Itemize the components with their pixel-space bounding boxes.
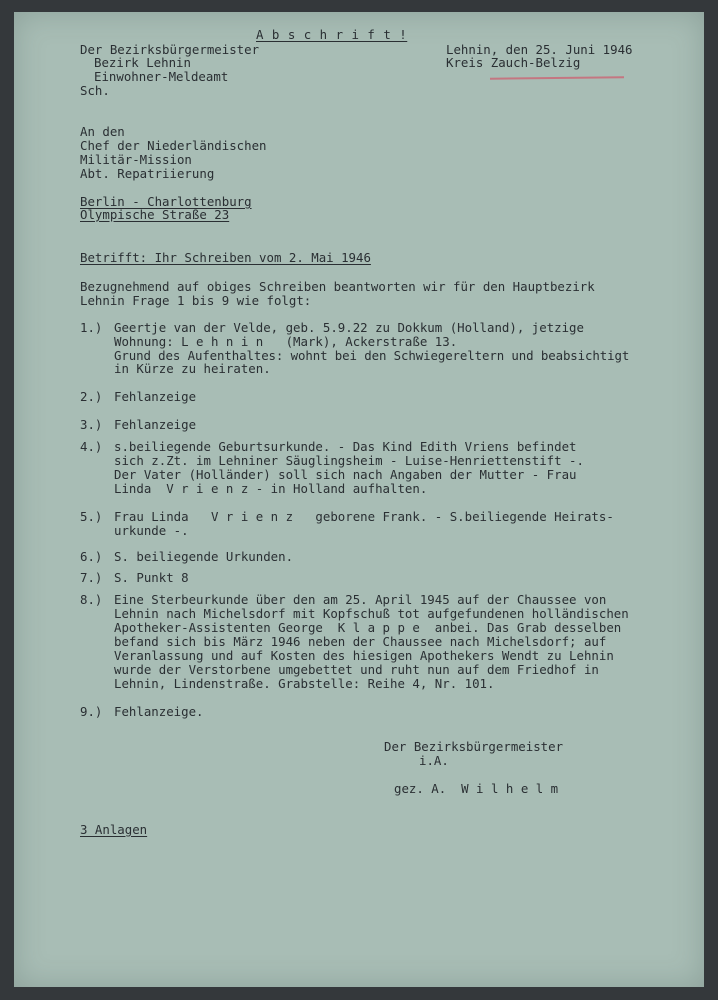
- item-1-line-3: Grund des Aufenthaltes: wohnt bei den Schwiegereltern und beabsichtigt: [114, 348, 630, 363]
- place-date: Lehnin, den 25. Juni 1946: [446, 42, 633, 57]
- recipient-line-3: Militär-Mission: [80, 152, 192, 167]
- item-4-line-1: s.beiliegende Geburtsurkunde. - Das Kind Edith Vriens befindet: [114, 439, 577, 454]
- item-8-line-2: Lehnin nach Michelsdorf mit Kopfschuß tot aufgefundenen holländischen: [114, 606, 629, 621]
- item-9-line-1: Fehlanzeige.: [114, 704, 204, 719]
- item-1-line-1: Geertje van der Velde, geb. 5.9.22 zu Dokkum (Holland), jetzige: [114, 320, 584, 335]
- intro-line-1: Bezugnehmend auf obiges Schreiben beantworten wir für den Hauptbezirk: [80, 279, 595, 294]
- recipient-line-4: Abt. Repatriierung: [80, 166, 215, 181]
- sender-line-2: Bezirk Lehnin: [94, 55, 191, 70]
- recipient-line-1: An den: [80, 124, 125, 139]
- item-5-line-2: urkunde -.: [114, 523, 189, 538]
- signature-name: gez. A. W i l h e l m: [394, 781, 559, 796]
- item-8-line-5: Veranlassung und auf Kosten des hiesigen Apothekers Wendt zu Lehnin: [114, 648, 614, 663]
- sender-line-3: Einwohner-Meldeamt: [94, 69, 229, 84]
- item-1-line-2: Wohnung: L e h n i n (Mark), Ackerstraße 13.: [114, 334, 458, 349]
- copy-mark: A b s c h r i f t !: [256, 27, 408, 42]
- item-3-line-1: Fehlanzeige: [114, 417, 197, 432]
- subject-line: Betrifft: Ihr Schreiben vom 2. Mai 1946: [80, 250, 371, 265]
- sender-line-4: Sch.: [80, 83, 110, 98]
- item-1-line-4: in Kürze zu heiraten.: [114, 361, 271, 376]
- address-street: Olympische Straße 23: [80, 207, 230, 222]
- recipient-line-2: Chef der Niederländischen: [80, 138, 267, 153]
- item-number: 2.): [80, 389, 103, 404]
- item-8-line-7: Lehnin, Lindenstraße. Grabstelle: Reihe 4, Nr. 101.: [114, 676, 495, 691]
- item-number: 9.): [80, 704, 103, 719]
- item-5-line-1: Frau Linda V r i e n z geborene Frank. - S.beiliegende Heirats-: [114, 509, 614, 524]
- district: Kreis Zauch-Belzig: [446, 55, 581, 70]
- signature-title: Der Bezirksbürgermeister: [384, 739, 564, 754]
- item-8-line-1: Eine Sterbeurkunde über den am 25. April 1945 auf der Chaussee von: [114, 592, 607, 607]
- item-6-line-1: S. beiliegende Urkunden.: [114, 549, 294, 564]
- item-8-line-3: Apotheker-Assistenten George K l a p p e anbei. Das Grab desselben: [114, 620, 622, 635]
- item-number: 4.): [80, 439, 103, 454]
- signature-ia: i.A.: [419, 753, 449, 768]
- enclosures: 3 Anlagen: [80, 822, 148, 837]
- item-number: 3.): [80, 417, 103, 432]
- item-number: 6.): [80, 549, 103, 564]
- item-number: 5.): [80, 509, 103, 524]
- item-4-line-2: sich z.Zt. im Lehniner Säuglingsheim - Luise-Henriettenstift -.: [114, 453, 584, 468]
- item-number: 7.): [80, 570, 103, 585]
- item-number: 1.): [80, 320, 103, 335]
- item-4-line-3: Der Vater (Holländer) soll sich nach Angaben der Mutter - Frau: [114, 467, 577, 482]
- item-8-line-4: befand sich bis März 1946 neben der Chaussee nach Michelsdorf; auf: [114, 634, 607, 649]
- item-4-line-4: Linda V r i e n z - in Holland aufhalten.: [114, 481, 428, 496]
- item-number: 8.): [80, 592, 103, 607]
- intro-line-2: Lehnin Frage 1 bis 9 wie folgt:: [80, 293, 312, 308]
- item-2-line-1: Fehlanzeige: [114, 389, 197, 404]
- item-7-line-1: S. Punkt 8: [114, 570, 189, 585]
- item-8-line-6: wurde der Verstorbene umgebettet und ruht nun auf dem Friedhof in: [114, 662, 599, 677]
- sender-line-1: Der Bezirksbürgermeister: [80, 42, 260, 57]
- address-city: Berlin - Charlottenburg: [80, 194, 252, 209]
